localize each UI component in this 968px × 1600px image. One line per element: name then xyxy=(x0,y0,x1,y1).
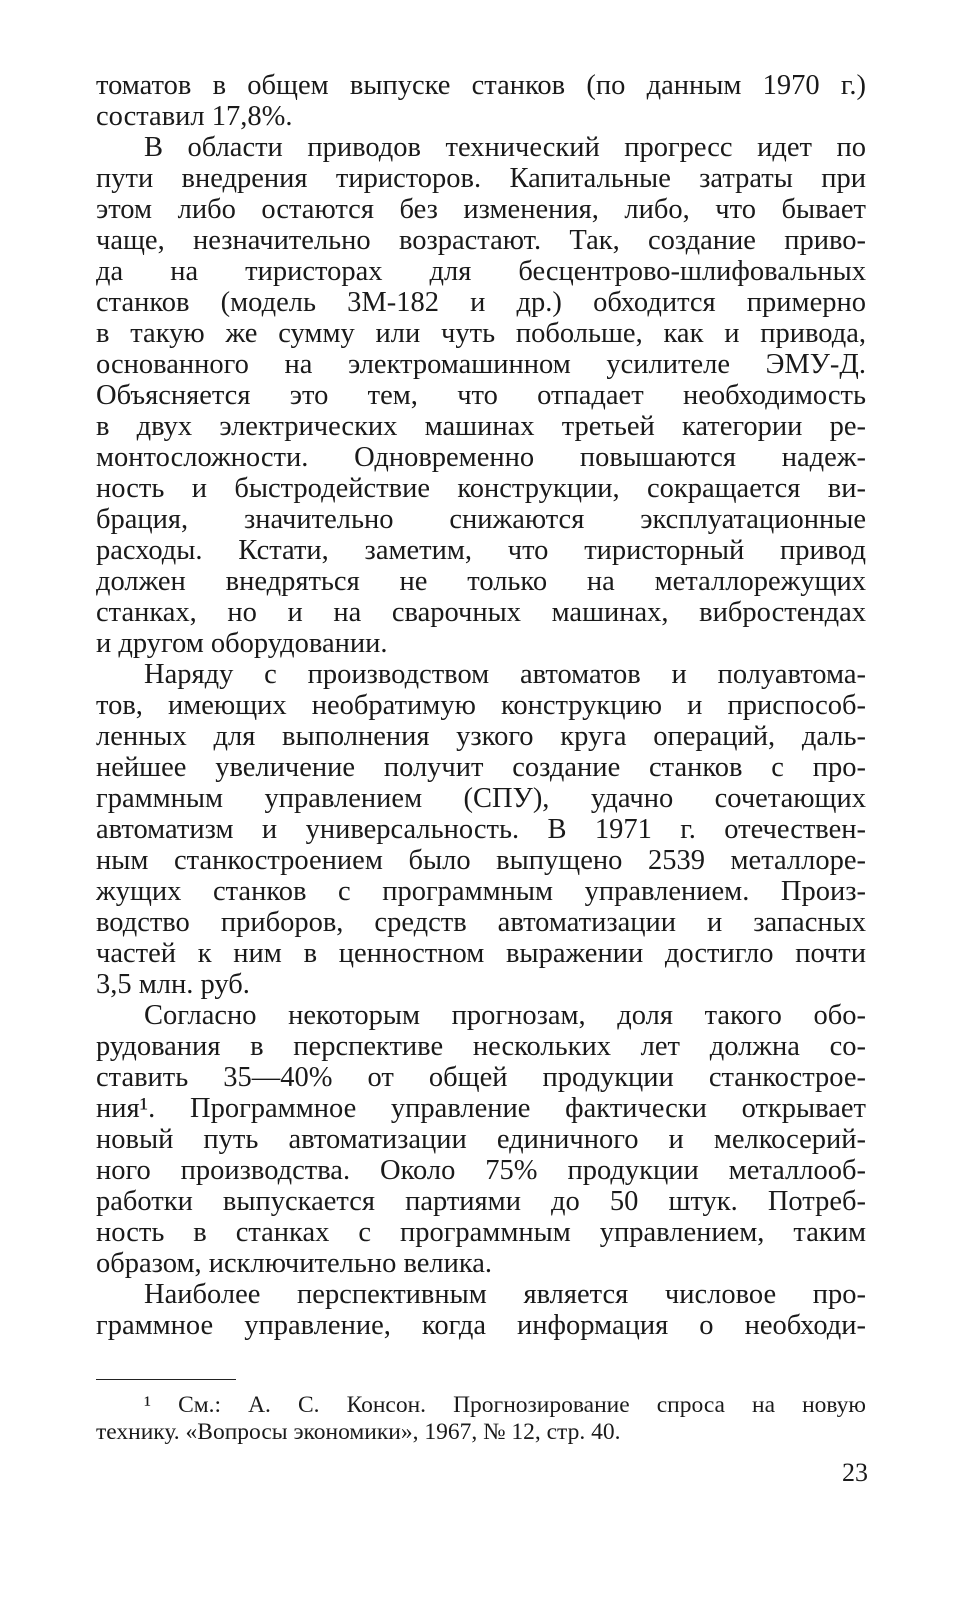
footnote-line: ¹ См.: А. С. Консон. Прогнозирование спроса на новую xyxy=(144,1392,866,1418)
text-line: Согласно некоторым прогнозам, доля такого обо- xyxy=(144,1000,866,1031)
text-line: ленных для выполнения узкого круга операций, даль- xyxy=(96,721,866,752)
text-line: 3,5 млн. руб. xyxy=(96,969,250,1000)
text-line: Наиболее перспективным является числовое про- xyxy=(144,1279,866,1310)
text-line: новый путь автоматизации единичного и мелкосерий- xyxy=(96,1124,866,1155)
text-line: да на тиристорах для бесцентрово-шлифовальных xyxy=(96,256,866,287)
text-line: этом либо остаются без изменения, либо, что бывает xyxy=(96,194,866,225)
text-line: В области приводов технический прогресс идет по xyxy=(144,132,866,163)
text-line: и другом оборудовании. xyxy=(96,628,388,659)
text-line: в такую же сумму или чуть побольше, как и привода, xyxy=(96,318,866,349)
main-text xyxy=(96,70,866,1341)
text-line: работки выпускается партиями до 50 штук. Потреб- xyxy=(96,1186,866,1217)
text-line: Наряду с производством автоматов и полуавтома- xyxy=(144,659,866,690)
text-line: пути внедрения тиристоров. Капитальные затраты при xyxy=(96,163,866,194)
text-line: должен внедряться не только на металлорежущих xyxy=(96,566,866,597)
text-line: ным станкостроением было выпущено 2539 металлоре- xyxy=(96,845,866,876)
text-line: граммным управлением (СПУ), удачно сочетающих xyxy=(96,783,866,814)
text-line: брация, значительно снижаются эксплуатационные xyxy=(96,504,866,535)
page-number: 23 xyxy=(842,1458,868,1487)
text-line: станках, но и на сварочных машинах, вибростендах xyxy=(96,597,866,628)
text-line: тов, имеющих необратимую конструкцию и приспособ- xyxy=(96,690,866,721)
footnote-line: технику. «Вопросы экономики», 1967, № 12, стр. 40. xyxy=(96,1419,621,1445)
text-line: граммное управление, когда информация о необходи- xyxy=(96,1310,866,1341)
text-line: монтосложности. Одновременно повышаются надеж- xyxy=(96,442,866,473)
text-line: жущих станков с программным управлением. Произ- xyxy=(96,876,866,907)
text-line: нейшее увеличение получит создание станков с про- xyxy=(96,752,866,783)
text-line: ставить 35—40% от общей продукции станкострое- xyxy=(96,1062,866,1093)
text-line: томатов в общем выпуске станков (по данным 1970 г.) xyxy=(96,70,866,101)
text-line: чаще, незначительно возрастают. Так, создание приво- xyxy=(96,225,866,256)
text-line: ность и быстродействие конструкции, сокращается ви- xyxy=(96,473,866,504)
text-line: ния¹. Программное управление фактически открывает xyxy=(96,1093,866,1124)
text-line: составил 17,8%. xyxy=(96,101,293,132)
footnote xyxy=(96,1392,866,1446)
text-line: основанного на электромашинном усилителе ЭМУ-Д. xyxy=(96,349,866,380)
text-line: водство приборов, средств автоматизации и запасных xyxy=(96,907,866,938)
text-line: частей к ним в ценностном выражении достигло почти xyxy=(96,938,866,969)
text-line: ность в станках с программным управлением, таким xyxy=(96,1217,866,1248)
text-line: станков (модель 3М-182 и др.) обходится примерно xyxy=(96,287,866,318)
text-line: ного производства. Около 75% продукции металлооб- xyxy=(96,1155,866,1186)
text-line: рудования в перспективе нескольких лет должна со- xyxy=(96,1031,866,1062)
text-line: образом, исключительно велика. xyxy=(96,1248,493,1279)
text-line: в двух электрических машинах третьей категории ре- xyxy=(96,411,866,442)
text-line: автоматизм и универсальность. В 1971 г. отечествен- xyxy=(96,814,866,845)
text-line: расходы. Кстати, заметим, что тиристорный привод xyxy=(96,535,866,566)
text-line: Объясняется это тем, что отпадает необходимость xyxy=(96,380,866,411)
footnote-divider xyxy=(96,1379,236,1380)
